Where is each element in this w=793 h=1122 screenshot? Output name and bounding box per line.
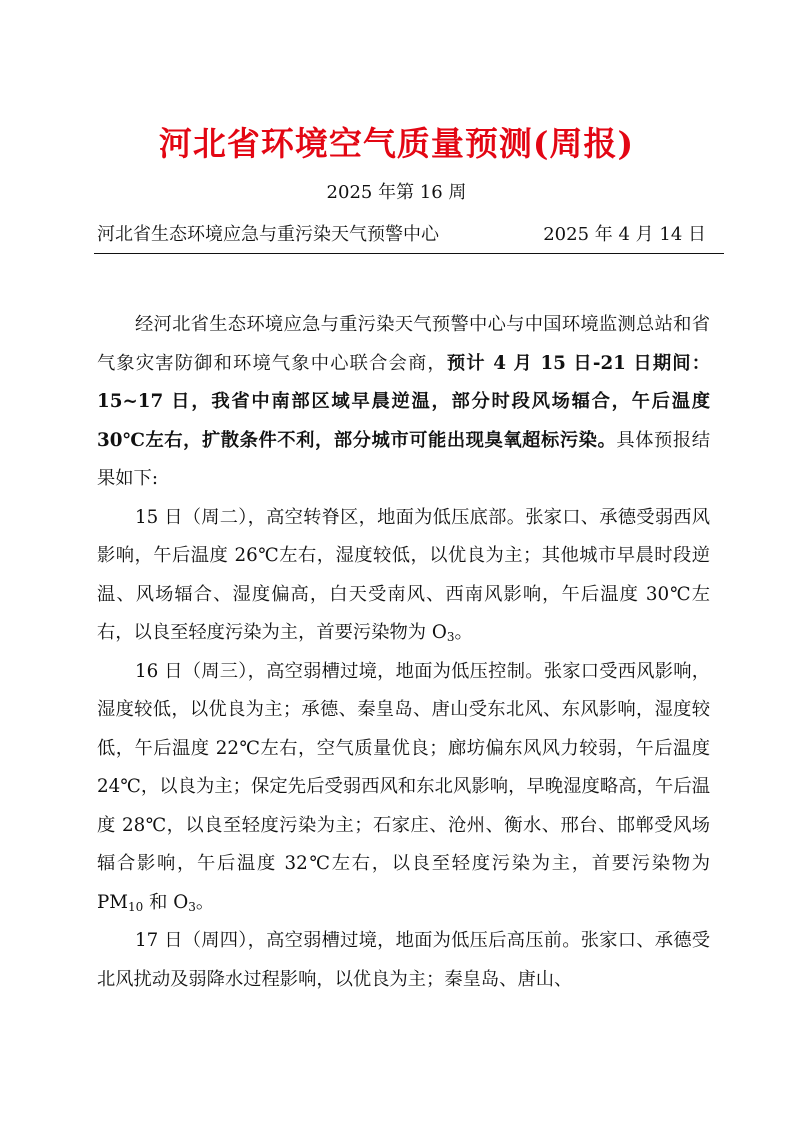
issue-date: 2025 年 4 月 14 日 <box>543 224 706 245</box>
issuer-line <box>97 220 706 246</box>
day16-o3-subscript: 3 <box>188 899 196 914</box>
report-body <box>97 306 710 999</box>
day17-text: 17 日（周四），高空弱槽过境，地面为低压后高压前。张家口、承德受北风扰动及弱降水过程影响，以优良为主；秦皇岛、唐山、 <box>97 930 710 990</box>
forecast-day-17 <box>97 922 710 999</box>
day16-end: 。 <box>195 891 215 913</box>
forecast-day-16 <box>97 653 710 923</box>
intro-paragraph <box>97 306 710 499</box>
intro-tail: 具体预报结果如下: <box>97 429 710 489</box>
forecast-day-15 <box>97 499 710 653</box>
intro-lead: 经河北省生态环境应急与重污染天气预警中心与中国环境监测总站和省气象灾害防御和环境气象中心联合会商， <box>97 314 710 374</box>
day16-mid: 和 O <box>143 891 189 913</box>
day15-o3-subscript: 3 <box>446 630 455 644</box>
header-divider <box>94 253 724 254</box>
day16-text: 16 日（周三），高空弱槽过境，地面为低压控制。张家口受西风影响，湿度较低，以优良为主；承德、秦皇岛、唐山受东北风、东风影响，湿度较低，午后温度 22℃左右，空气质量优良；廊坊偏东风风力较弱，午后温度 24℃，以良为主；保定先后受弱西风和东北风影响，早晚湿度略高，午后温度 28℃，以良至轻度污染为主；石家庄、沧州、衡水、邢台、邯郸受风场辐合影响，午后温度 32℃左右，以良至轻度污染为主，首要污染物为 PM <box>97 660 710 913</box>
report-title: 河北省环境空气质量预测(周报) <box>158 124 635 163</box>
issue-number: 2025 年第 16 周 <box>326 182 467 203</box>
intro-highlight: 预计 4 月 15 日-21 日期间：15~17 日，我省中南部区域早晨逆温，部分时段风场辐合，午后温度 30℃左右，扩散条件不利，部分城市可能出现臭氧超标污染。 <box>97 352 711 451</box>
day16-pm-subscript: 10 <box>128 899 144 914</box>
issuer-name: 河北省生态环境应急与重污染天气预警中心 <box>97 224 439 245</box>
day15-end: 。 <box>454 622 473 643</box>
day15-text: 15 日（周二），高空转脊区，地面为低压底部。张家口、承德受弱西风影响，午后温度 26℃左右，湿度较低，以优良为主；其他城市早晨时段逆温、风场辐合、湿度偏高，白天受南风、西南风影响，午后温度 30℃左右，以良至轻度污染为主，首要污染物为 O <box>97 506 710 643</box>
